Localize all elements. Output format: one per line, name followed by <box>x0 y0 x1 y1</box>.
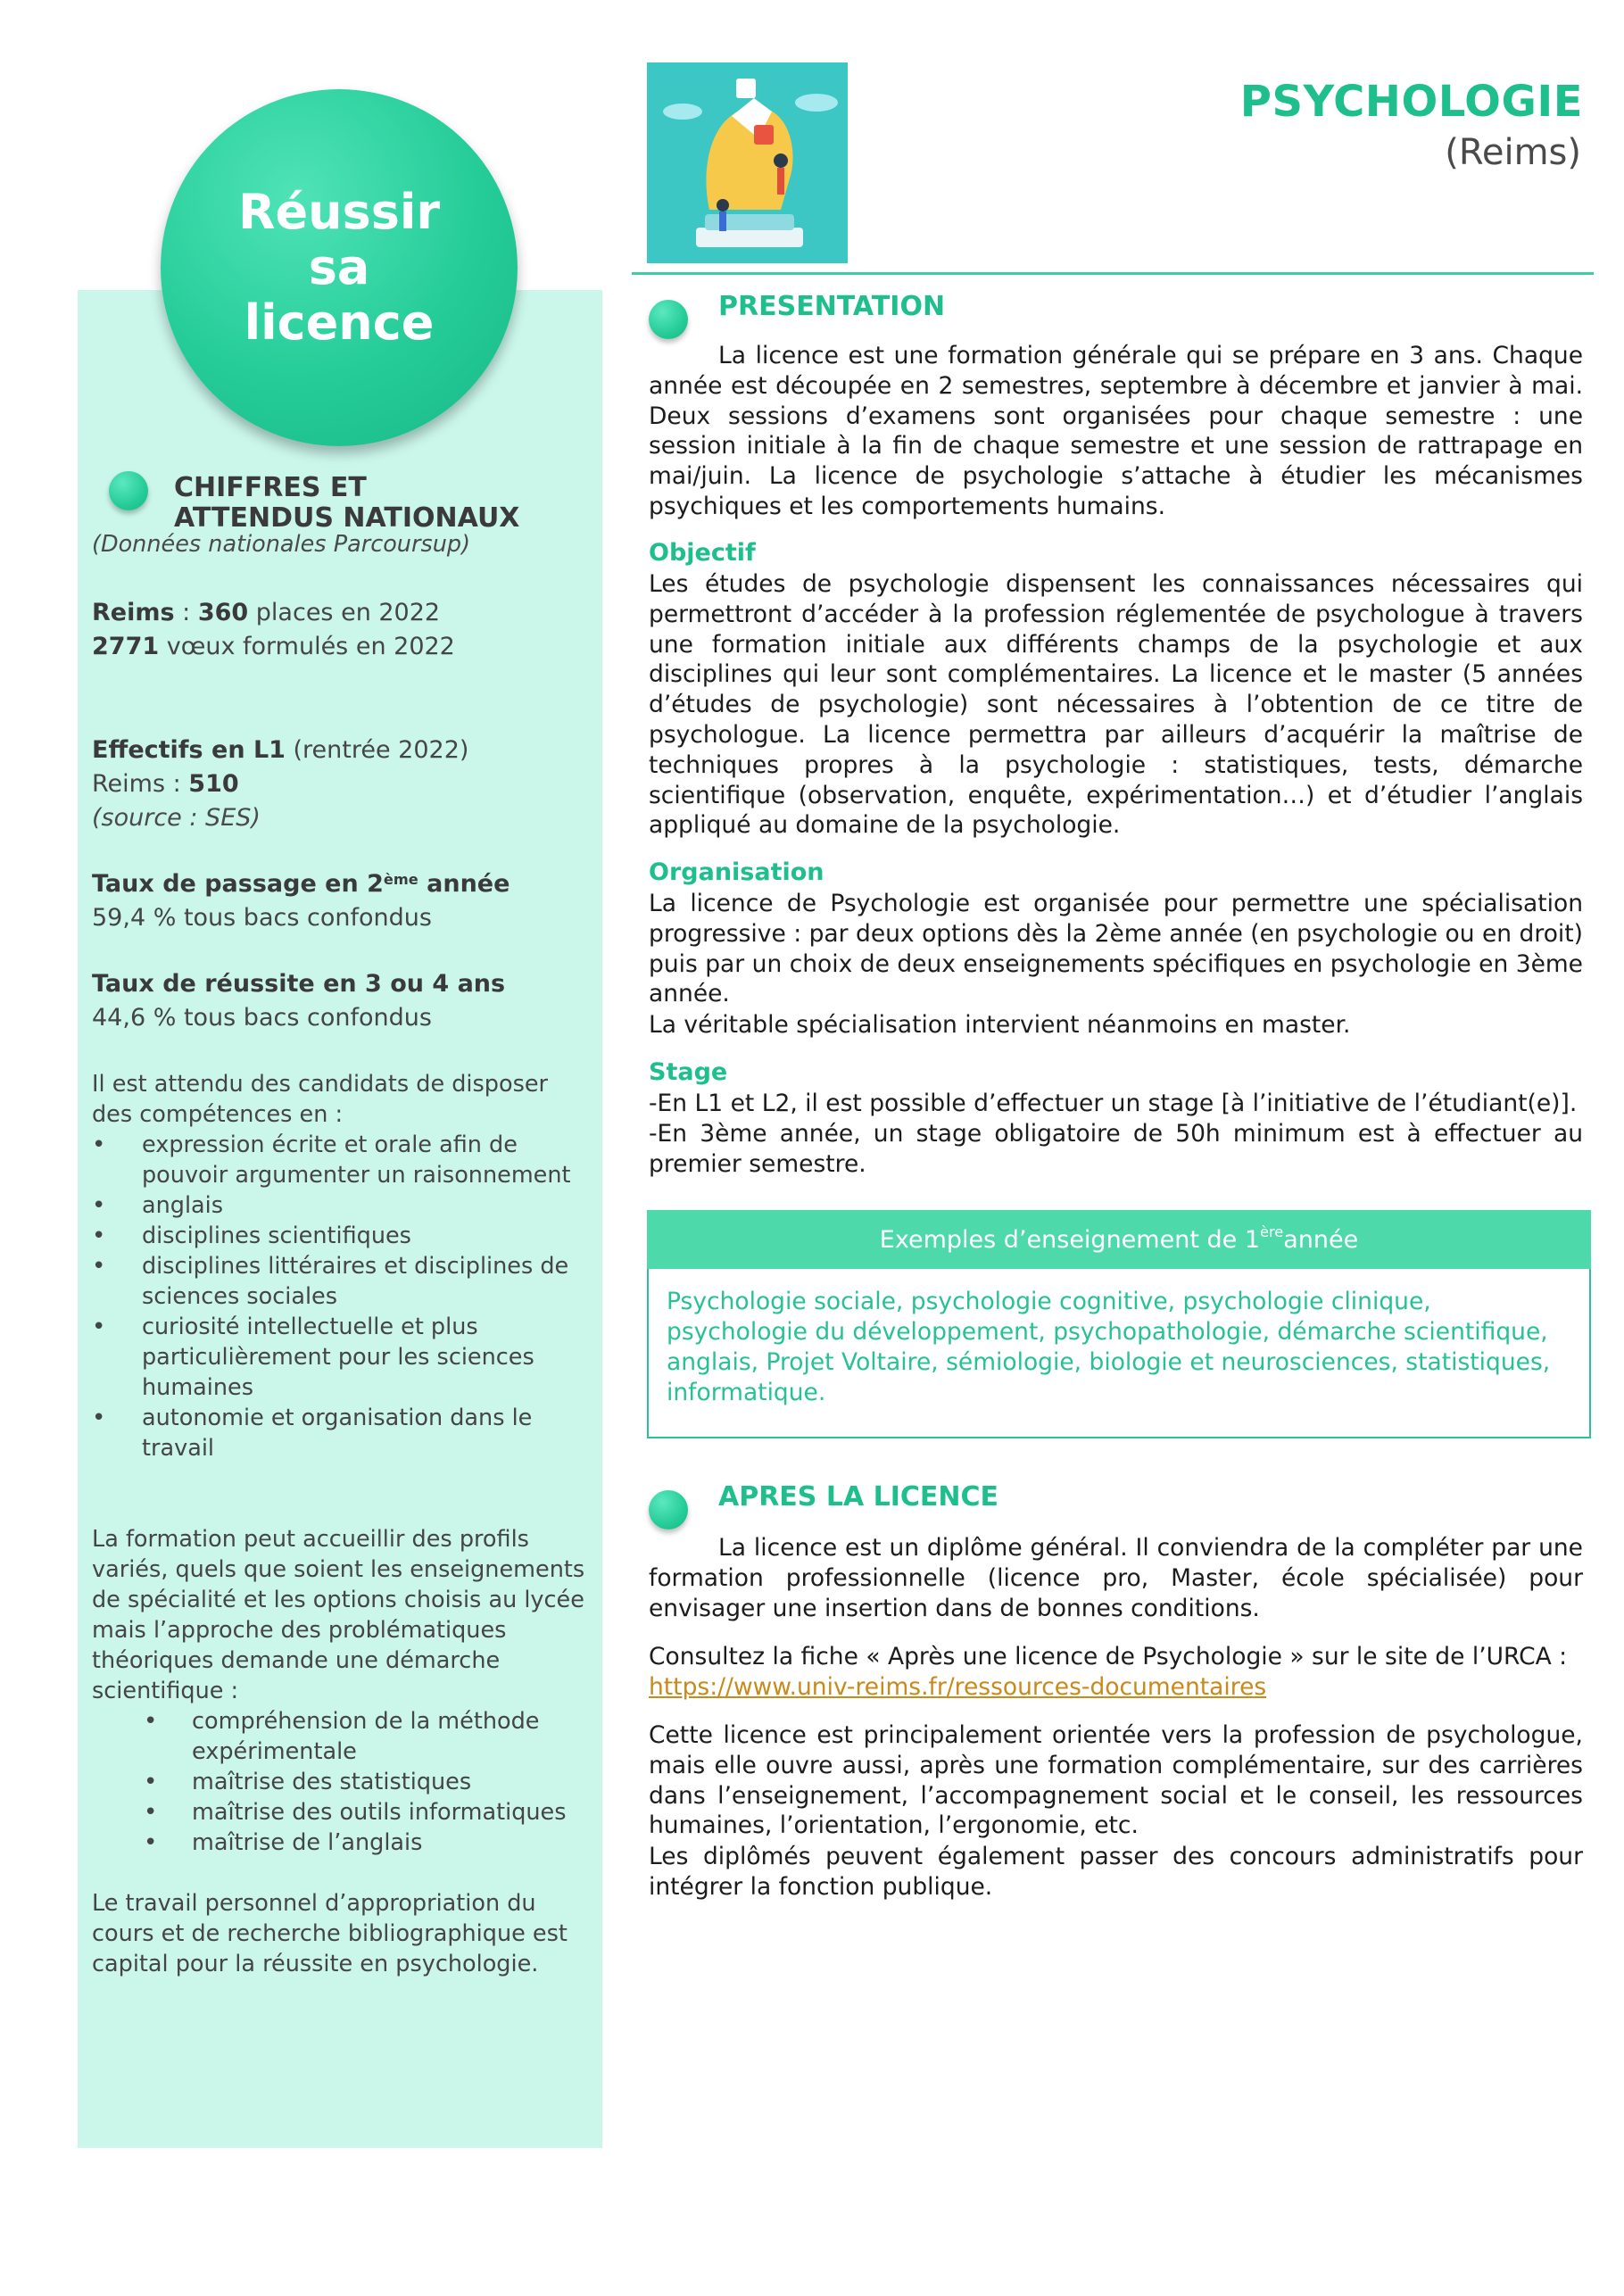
source-note: (Données nationales Parcoursup) <box>92 531 471 558</box>
objectif-heading: Objectif <box>649 539 756 567</box>
stage-line-1: -En L1 et L2, il est possible d’effectuer un stage [à l’initiative de l’étudiant(e)]. <box>649 1090 1578 1117</box>
examples-box-header: Exemples d’enseignement de 1 $^{ère}$ année <box>647 1210 1591 1269</box>
list-item: • disciplines littéraires et disciplines de sciences sociales <box>92 1251 592 1312</box>
urca-link-text[interactable]: https://www.univ-reims.fr/ressources-documentaires <box>649 1673 1267 1701</box>
urca-link[interactable] <box>649 1672 1583 1703</box>
enrolment-count: Reims : 510 <box>92 770 239 798</box>
organisation-text-2: La véritable spécialisation intervient néanmoins en master. <box>649 1011 1351 1039</box>
skills-intro: Il est attendu des candidats de disposer des compétences en : <box>92 1071 549 1128</box>
list-item: • compréhension de la méthode expérimentale <box>92 1706 592 1767</box>
after-text-1: La licence est un diplôme général. Il conviendra de la compléter par une formation professionnelle (licence pro, Master, école spécialisée) pour envisager une insertion dans de bonnes conditions. <box>649 1534 1583 1622</box>
presentation-text: La licence est une formation générale qui se prépare en 3 ans. Chaque année est découpée en 2 semestres, septembre à décembre et janvier à mai. Deux sessions d’examens sont organisées pour chaque semestre : une session initiale à la fin de chaque semestre et une session de rattrapage en mai/juin. La licence de psychologie s’attache à étudier les mécanismes psychiques et les comportements humains. <box>649 342 1583 520</box>
method-list <box>92 1706 592 1858</box>
hero-line-1: Réussir <box>237 184 441 240</box>
list-item: • maîtrise des statistiques <box>92 1767 592 1797</box>
list-item: • maîtrise des outils informatiques <box>92 1797 592 1828</box>
after-text-4: Les diplômés peuvent également passer des concours administratifs pour intégrer la fonction publique. <box>649 1843 1583 1901</box>
profiles-intro: La formation peut accueillir des profils variés, quels que soient les enseignements de spécialité et les options choisis au lycée mais l’approche des problématiques théoriques demande une démarche scientifique : <box>92 1526 585 1704</box>
hero-line-2: sa <box>308 239 370 295</box>
list-item: • curiosité intellectuelle et plus particulièrement pour les sciences humaines <box>92 1312 592 1403</box>
success-rate-value: 44,6 % tous bacs confondus <box>92 1004 432 1032</box>
list-item: • anglais <box>92 1190 592 1221</box>
success-rate-label: Taux de réussite en 3 ou 4 ans <box>92 970 506 998</box>
places-stat: Reims : 360 places en 2022 <box>92 599 441 626</box>
examples-box-content: Psychologie sociale, psychologie cognitive, psychologie clinique, psychologie du développement, psychopathologie, démarche scientifique, anglais, Projet Voltaire, sémiologie, biologie et neurosciences, statistiques, informatique. <box>667 1288 1551 1406</box>
objectif-text: Les études de psychologie dispensent les connaissances nécessaires qui permettront d’accéder à la profession réglementée de psychologue à travers une formation initiale aux différents champs de la psychologie et aux disciplines qui leur sont complémentaires. La licence et le master (5 années d’études de psychologie) sont nécessaires à l’obtention de ce titre de psychologue. La licence permettra par ailleurs d’acquérir la maîtrise de techniques propres à la psychologie : statistiques, tests, démarche scientifique (observation, enquête, expérimentation…) et d’étudier l’anglais appliqué au domaine de la psychologie. <box>649 570 1583 840</box>
wishes-stat: 2771 vœux formulés en 2022 <box>92 633 455 660</box>
list-item: • expression écrite et orale afin de pouvoir argumenter un raisonnement <box>92 1130 592 1190</box>
illustration-graphic <box>647 62 848 263</box>
stage-heading: Stage <box>649 1058 728 1086</box>
stage-line-2: -En 3ème année, un stage obligatoire de 50h minimum est à effectuer au premier semestre. <box>649 1120 1583 1178</box>
section-heading-after: APRES LA LICENCE <box>718 1481 999 1513</box>
skills-list <box>92 1130 592 1463</box>
header-divider <box>632 272 1594 275</box>
head-puzzle-illustration <box>647 62 848 263</box>
page-title: PSYCHOLOGIE <box>1239 77 1583 127</box>
green-dot-icon <box>649 1490 688 1529</box>
organisation-text: La licence de Psychologie est organisée pour permettre une spécialisation progressive : par deux options dès la 2ème année (en psychologie ou en droit) puis par un choix de deux enseignements spécifiques en psychologie en 3ème année. <box>649 890 1583 1008</box>
green-dot-icon <box>649 300 688 339</box>
enrolment-stat: Effectifs en L1 (rentrée 2022) <box>92 736 469 764</box>
hero-badge <box>161 89 518 446</box>
sidebar-heading-line-1: CHIFFRES ET <box>174 472 367 503</box>
after-text-3: Cette licence est principalement orientée vers la profession de psychologue, mais elle ouvre aussi, après une formation complémentaire, sur des carrières dans l’enseignement, l’accompagnement social et le conseil, les ressources humaines, l’orientation, l’ergonomie, etc. <box>649 1721 1583 1840</box>
closing-note: Le travail personnel d’appropriation du cours et de recherche bibliographique est capital pour la réussite en psychologie. <box>92 1890 568 1977</box>
pass-rate-label: Taux de passage en 2ème année <box>92 870 510 898</box>
green-dot-icon <box>109 471 148 510</box>
sidebar-heading <box>174 473 576 534</box>
hero-line-3: licence <box>244 294 435 351</box>
list-item: • autonomie et organisation dans le travail <box>92 1403 592 1463</box>
sidebar-heading-line-2: ATTENDUS NATIONAUX <box>174 502 520 534</box>
after-text-2: Consultez la fiche « Après une licence de Psychologie » sur le site de l’URCA : <box>649 1643 1568 1670</box>
enrolment-source: (source : SES) <box>92 804 261 832</box>
pass-rate-value: 59,4 % tous bacs confondus <box>92 904 432 932</box>
list-item: • maîtrise de l’anglais <box>92 1828 592 1858</box>
page-subtitle: (Reims) <box>1445 132 1581 173</box>
organisation-heading: Organisation <box>649 858 824 886</box>
list-item: • disciplines scientifiques <box>92 1221 592 1251</box>
section-heading-presentation: PRESENTATION <box>718 291 946 322</box>
